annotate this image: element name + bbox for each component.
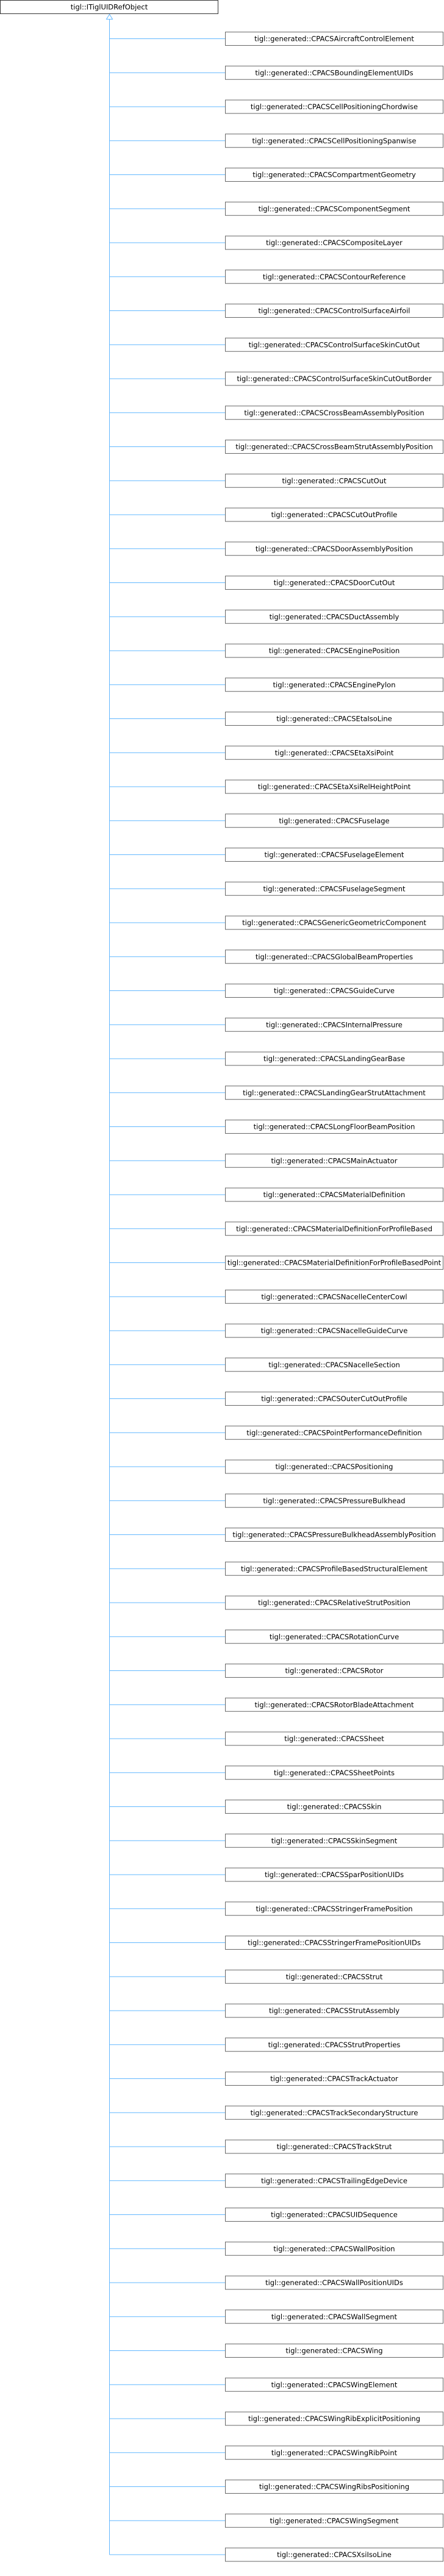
derived-class-node[interactable] [226, 100, 443, 113]
derived-class-label: tigl::generated::CPACSStrut [285, 1972, 383, 1981]
derived-class-label: tigl::generated::CPACSTrackSecondaryStructure [250, 2108, 418, 2117]
derived-class-label: tigl::generated::CPACSDoorCutOut [273, 578, 395, 587]
derived-class-node[interactable] [226, 202, 443, 215]
derived-class-node[interactable] [226, 2106, 443, 2119]
derived-class-label: tigl::generated::CPACSWingSegment [270, 2516, 399, 2525]
derived-class-node[interactable] [226, 338, 443, 351]
derived-class-node[interactable] [226, 1970, 443, 1983]
derived-class-node[interactable] [226, 1834, 443, 1847]
derived-class-node[interactable] [226, 1732, 443, 1745]
derived-class-node[interactable] [226, 2174, 443, 2188]
derived-class-label: tigl::generated::CPACSRotationCurve [269, 1632, 399, 1641]
derived-class-node[interactable] [226, 1698, 443, 1711]
derived-class-label: tigl::generated::CPACSNacelleCenterCowl [261, 1292, 407, 1301]
derived-class-node[interactable] [226, 1766, 443, 1780]
derived-class-node[interactable] [226, 610, 443, 623]
derived-class-node[interactable] [226, 848, 443, 862]
derived-class-label: tigl::generated::CPACSEtaIsoLine [276, 714, 392, 723]
derived-class-node[interactable] [226, 304, 443, 318]
derived-class-label: tigl::generated::CPACSInternalPressure [266, 1020, 403, 1029]
derived-class-label: tigl::generated::CPACSTrackStrut [276, 2142, 392, 2151]
base-class-node[interactable] [1, 1, 218, 14]
derived-class-label: tigl::generated::CPACSWingElement [271, 2380, 398, 2389]
derived-class-label: tigl::generated::CPACSOuterCutOutProfile [261, 1394, 407, 1403]
derived-class-label: tigl::generated::CPACSNacelleSection [268, 1360, 400, 1369]
derived-class-label: tigl::generated::CPACSCrossBeamStrutAssemblyPosition [235, 442, 433, 451]
derived-class-label: tigl::generated::CPACSGuideCurve [273, 986, 395, 995]
derived-class-label: tigl::generated::CPACSWallSegment [271, 2312, 398, 2321]
derived-class-node[interactable] [226, 1902, 443, 1916]
derived-class-label: tigl::generated::CPACSCutOut [282, 476, 387, 485]
derived-class-node[interactable] [226, 1936, 443, 1950]
derived-class-node[interactable] [226, 168, 443, 182]
derived-class-node[interactable] [226, 1358, 443, 1372]
derived-class-node[interactable] [226, 1426, 443, 1439]
derived-class-label: tigl::generated::CPACSNacelleGuideCurve [260, 1326, 408, 1335]
derived-class-label: tigl::generated::CPACSSheet [284, 1734, 384, 1743]
derived-class-label: tigl::generated::CPACSSheetPoints [273, 1768, 395, 1777]
derived-class-label: tigl::generated::CPACSEnginePosition [268, 646, 400, 655]
derived-class-node[interactable] [226, 2446, 443, 2460]
derived-class-node[interactable] [226, 1800, 443, 1814]
derived-class-label: tigl::generated::CPACSDuctAssembly [269, 612, 399, 621]
derived-class-node[interactable] [226, 780, 443, 793]
derived-class-label: tigl::generated::CPACSRotorBladeAttachment [254, 1700, 414, 1709]
derived-class-label: tigl::generated::CPACSBoundingElementUIDs [255, 68, 414, 77]
inheritance-edges [107, 15, 226, 2555]
derived-class-label: tigl::generated::CPACSWing [285, 2346, 383, 2355]
derived-class-label: tigl::generated::CPACSControlSurfaceSkinCutOut [248, 340, 420, 349]
derived-class-node[interactable] [226, 1494, 443, 1508]
derived-class-label: tigl::generated::CPACSPointPerformanceDefinition [246, 1428, 422, 1437]
derived-class-label: tigl::generated::CPACSMaterialDefinitionForProfileBased [236, 1224, 432, 1233]
derived-class-node[interactable] [226, 984, 443, 998]
derived-class-node[interactable] [226, 542, 443, 556]
derived-class-label: tigl::generated::CPACSWingRibPoint [271, 2448, 398, 2457]
derived-class-nodes [226, 32, 443, 2562]
derived-class-node[interactable] [226, 1528, 443, 1542]
derived-class-label: tigl::generated::CPACSPositioning [275, 1462, 393, 1471]
derived-class-label: tigl::generated::CPACSWingRibsPositioning [259, 2482, 410, 2491]
derived-class-node[interactable] [226, 2140, 443, 2153]
derived-class-label: tigl::generated::CPACSRotor [285, 1666, 384, 1675]
derived-class-node[interactable] [226, 372, 443, 385]
derived-class-node[interactable] [226, 2548, 443, 2561]
derived-class-node[interactable] [226, 1120, 443, 1134]
derived-class-node[interactable] [226, 746, 443, 759]
derived-class-node[interactable] [226, 440, 443, 454]
derived-class-node[interactable] [226, 1392, 443, 1406]
derived-class-label: tigl::generated::CPACSSkin [287, 1802, 382, 1811]
derived-class-label: tigl::generated::CPACSMainActuator [271, 1156, 398, 1165]
derived-class-node[interactable] [226, 1222, 443, 1236]
derived-class-node[interactable] [226, 1630, 443, 1644]
derived-class-node[interactable] [226, 712, 443, 726]
derived-class-node[interactable] [226, 1664, 443, 1678]
derived-class-label: tigl::generated::CPACSXsiIsoLine [277, 2550, 392, 2559]
derived-class-node[interactable] [226, 678, 443, 692]
derived-class-label: tigl::generated::CPACSCellPositioningSpanwise [252, 136, 417, 145]
derived-class-node[interactable] [226, 2038, 443, 2052]
derived-class-node[interactable] [226, 814, 443, 828]
derived-class-label: tigl::generated::CPACSContourReference [262, 272, 406, 281]
derived-class-label: tigl::generated::CPACSLandingGearBase [263, 1054, 405, 1063]
derived-class-label: tigl::generated::CPACSFuselageSegment [263, 884, 406, 893]
derived-class-label: tigl::generated::CPACSSkinSegment [271, 1836, 398, 1845]
derived-class-node[interactable] [226, 474, 443, 487]
derived-class-label: tigl::generated::CPACSLandingGearStrutAttachment [243, 1088, 426, 1097]
derived-class-label: tigl::generated::CPACSGlobalBeamProperties [255, 952, 414, 961]
derived-class-node[interactable] [226, 1086, 443, 1100]
derived-class-node[interactable] [226, 32, 443, 46]
derived-class-label: tigl::generated::CPACSStringerFramePosition [256, 1904, 413, 1913]
derived-class-label: tigl::generated::CPACSAircraftControlElement [254, 34, 414, 43]
derived-class-label: tigl::generated::CPACSCutOutProfile [271, 510, 398, 519]
derived-class-label: tigl::generated::CPACSDoorAssemblyPosition [255, 544, 414, 553]
derived-class-label: tigl::generated::CPACSStringerFramePositionUIDs [248, 1938, 421, 1947]
derived-class-label: tigl::generated::CPACSCompartmentGeometry [252, 170, 416, 179]
derived-class-node[interactable] [226, 236, 443, 249]
derived-class-label: tigl::generated::CPACSCellPositioningChordwise [250, 102, 418, 111]
derived-class-label: tigl::generated::CPACSMaterialDefinitionForProfileBasedPoint [227, 1258, 442, 1267]
derived-class-node[interactable] [226, 2072, 443, 2086]
derived-class-label: tigl::generated::CPACSCompositeLayer [266, 238, 403, 247]
derived-class-node[interactable] [226, 2208, 443, 2222]
derived-class-label: tigl::generated::CPACSPressureBulkhead [263, 1496, 406, 1505]
derived-class-label: tigl::generated::CPACSWallPositionUIDs [265, 2278, 403, 2287]
derived-class-label: tigl::generated::CPACSControlSurfaceAirfoil [258, 306, 410, 315]
derived-class-node[interactable] [226, 2378, 443, 2391]
derived-class-node[interactable] [226, 882, 443, 895]
derived-class-label: tigl::generated::CPACSStrutAssembly [268, 2006, 400, 2015]
derived-class-label: tigl::generated::CPACSCrossBeamAssemblyPosition [244, 408, 424, 417]
derived-class-label: tigl::generated::CPACSUIDSequence [271, 2210, 398, 2219]
derived-class-node[interactable] [226, 134, 443, 148]
derived-class-node[interactable] [226, 1018, 443, 1031]
derived-class-node[interactable] [226, 2344, 443, 2358]
derived-class-node[interactable] [226, 508, 443, 521]
base-class-label: tigl::ITiglUIDRefObject [70, 2, 148, 12]
derived-class-node[interactable] [226, 2412, 443, 2425]
derived-class-label: tigl::generated::CPACSProfileBasedStructuralElement [241, 1564, 428, 1573]
derived-class-node[interactable] [226, 916, 443, 929]
derived-class-node[interactable] [226, 2004, 443, 2017]
derived-class-label: tigl::generated::CPACSStrutProperties [268, 2040, 401, 2049]
derived-class-label: tigl::generated::CPACSWingRibExplicitPositioning [248, 2414, 421, 2423]
derived-class-node[interactable] [226, 950, 443, 964]
derived-class-node[interactable] [226, 1596, 443, 1609]
derived-class-node[interactable] [226, 406, 443, 420]
derived-class-label: tigl::generated::CPACSComponentSegment [258, 204, 410, 213]
derived-class-node[interactable] [226, 1460, 443, 1473]
derived-class-node[interactable] [226, 1868, 443, 1881]
derived-class-node[interactable] [226, 66, 443, 79]
derived-class-node[interactable] [226, 1256, 443, 1270]
derived-class-label: tigl::generated::CPACSEnginePylon [273, 680, 396, 689]
derived-class-label: tigl::generated::CPACSRelativeStrutPosition [258, 1598, 410, 1607]
derived-class-label: tigl::generated::CPACSEtaXsiRelHeightPoint [257, 782, 411, 791]
derived-class-node[interactable] [226, 1188, 443, 1201]
derived-class-label: tigl::generated::CPACSWallPosition [273, 2244, 395, 2253]
derived-class-label: tigl::generated::CPACSSparPositionUIDs [264, 1870, 404, 1879]
derived-class-node[interactable] [226, 1052, 443, 1065]
derived-class-label: tigl::generated::CPACSLongFloorBeamPosition [253, 1122, 415, 1131]
derived-class-node[interactable] [226, 270, 443, 284]
derived-class-node[interactable] [226, 2242, 443, 2255]
derived-class-node[interactable] [226, 2276, 443, 2289]
derived-class-label: tigl::generated::CPACSGenericGeometricComponent [242, 918, 426, 927]
derived-class-label: tigl::generated::CPACSTrackActuator [270, 2074, 398, 2083]
derived-class-label: tigl::generated::CPACSControlSurfaceSkinCutOutBorder [237, 374, 432, 383]
derived-class-node[interactable] [226, 1290, 443, 1303]
derived-class-label: tigl::generated::CPACSMaterialDefinition [263, 1190, 406, 1199]
derived-class-label: tigl::generated::CPACSFuselage [279, 816, 390, 825]
derived-class-node[interactable] [226, 1562, 443, 1575]
derived-class-node[interactable] [226, 1324, 443, 1337]
derived-class-node[interactable] [226, 576, 443, 590]
inheritance-arrowhead [107, 15, 113, 20]
derived-class-node[interactable] [226, 2480, 443, 2494]
derived-class-label: tigl::generated::CPACSEtaXsiPoint [274, 748, 394, 757]
derived-class-label: tigl::generated::CPACSTrailingEdgeDevice [261, 2176, 407, 2185]
derived-class-node[interactable] [226, 1154, 443, 1167]
derived-class-node[interactable] [226, 2310, 443, 2324]
derived-class-node[interactable] [226, 2514, 443, 2527]
derived-class-label: tigl::generated::CPACSPressureBulkheadAssemblyPosition [232, 1530, 436, 1539]
derived-class-label: tigl::generated::CPACSFuselageElement [264, 850, 404, 859]
derived-class-node[interactable] [226, 644, 443, 657]
